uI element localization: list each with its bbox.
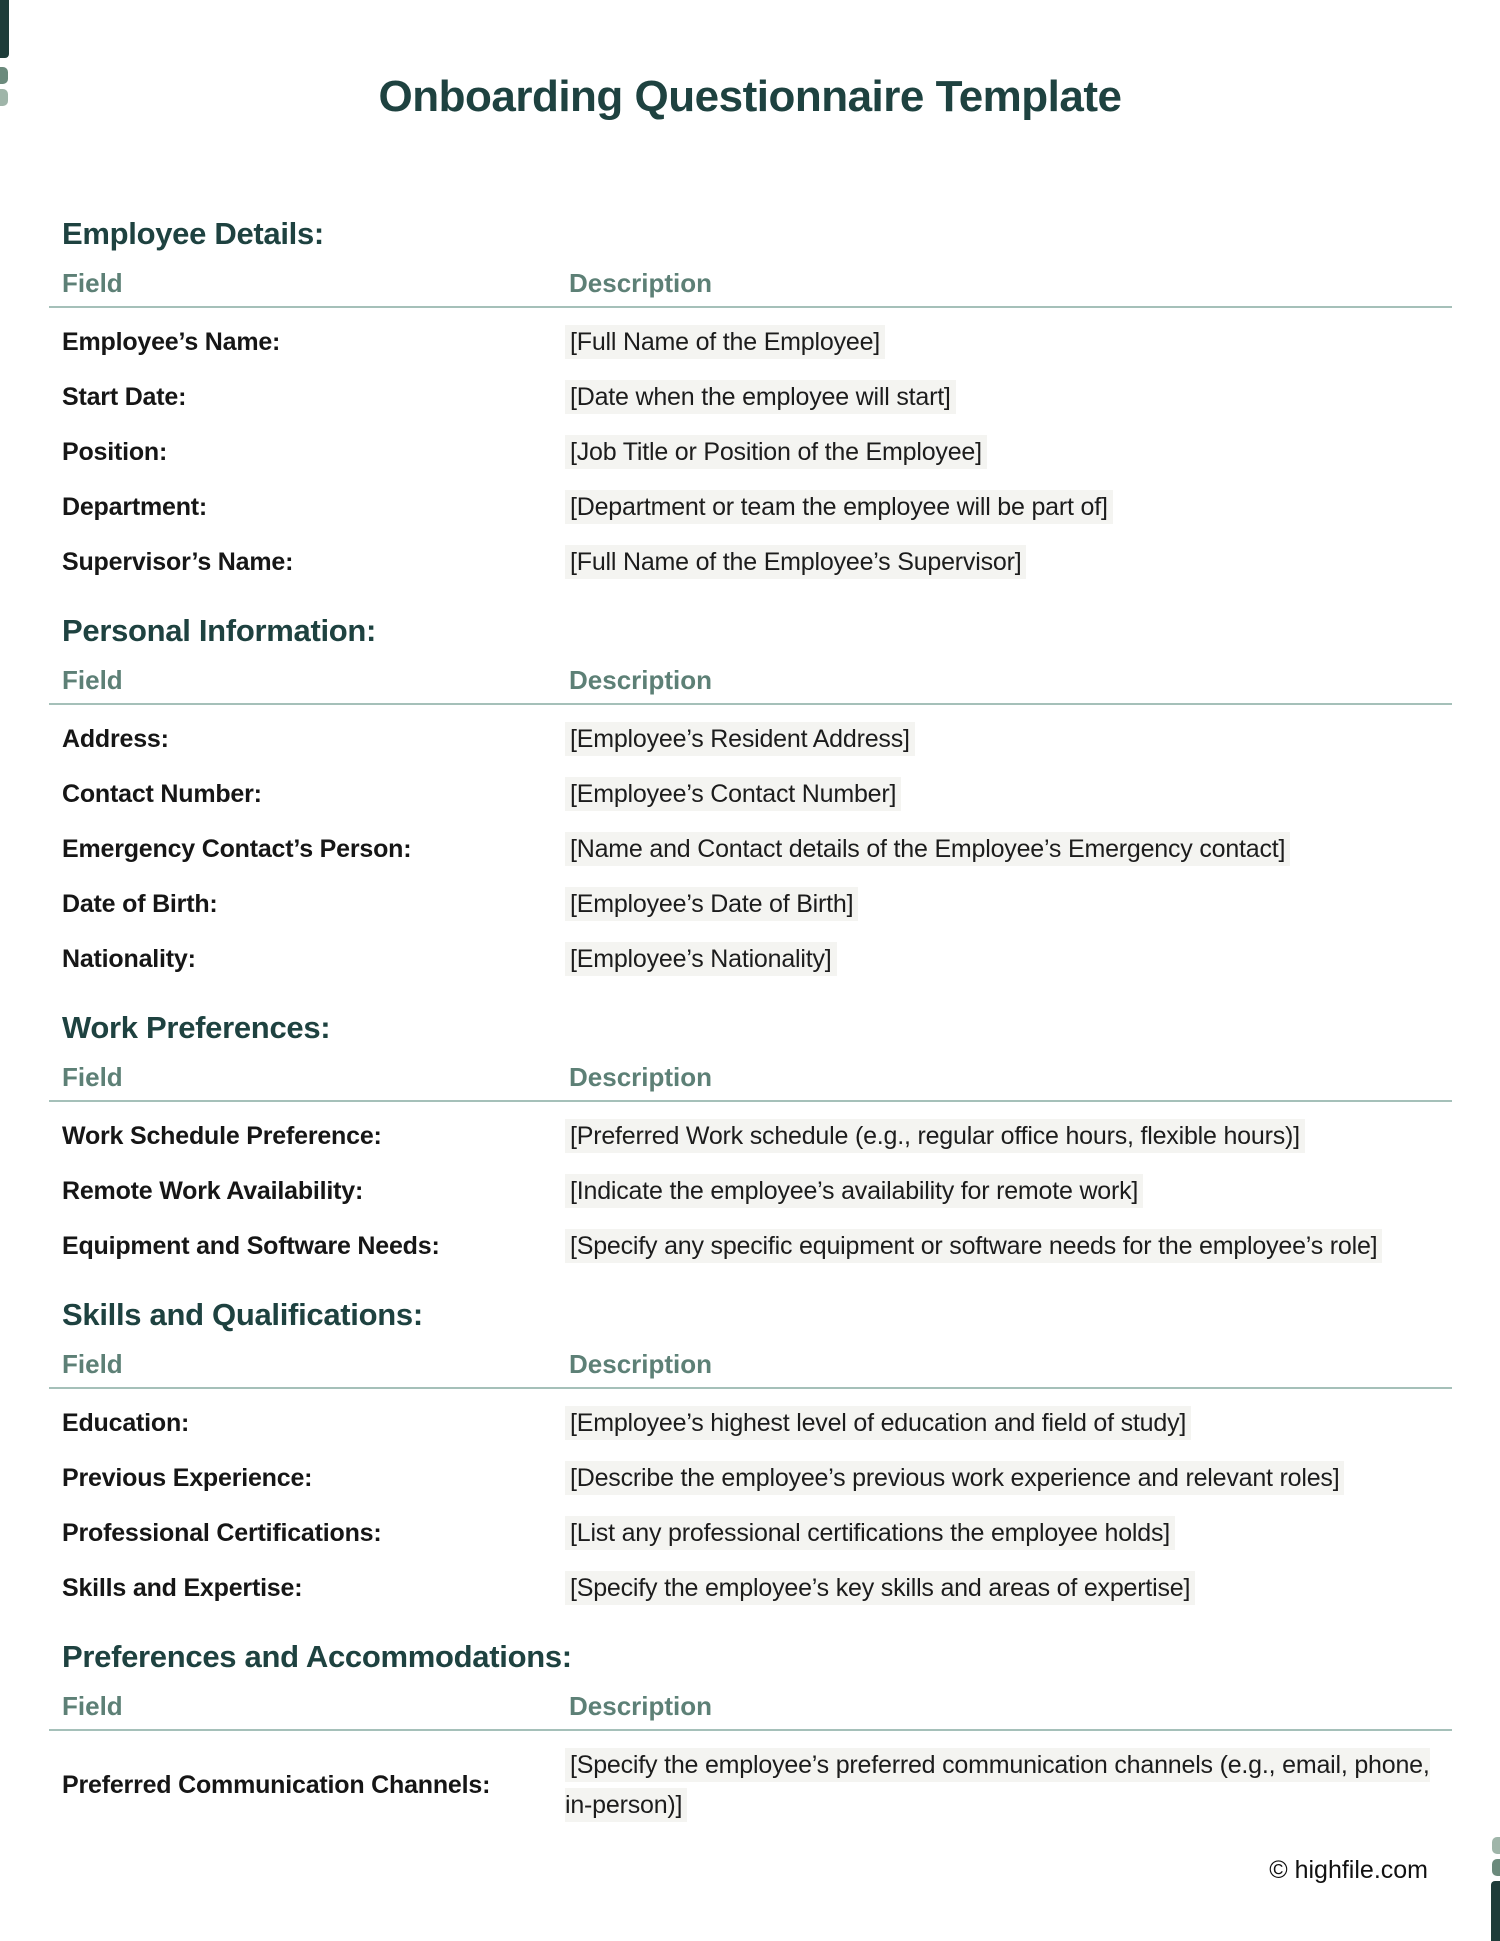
field-description [565, 322, 1452, 362]
field-label: Department: [62, 493, 208, 521]
section-heading: Employee Details: [62, 216, 324, 251]
column-header-description: Description [569, 268, 713, 298]
description-highlight: [Specify the employee’s key skills and areas of expertise] [565, 1571, 1195, 1605]
description-highlight: [Full Name of the Employee] [565, 325, 885, 359]
description-highlight: [Employee’s highest level of education and field of study] [565, 1406, 1191, 1440]
description-highlight: [Specify the employee’s preferred communication channels (e.g., email, phone, in-person)] [565, 1748, 1430, 1822]
section-skills-and-qualifications [49, 1296, 1452, 1608]
column-header-description: Description [569, 1691, 713, 1721]
field-label: Remote Work Availability: [62, 1177, 364, 1205]
description-highlight: [Name and Contact details of the Employee’s Emergency contact] [565, 832, 1290, 866]
field-label: Emergency Contact’s Person: [62, 835, 412, 863]
corner-bar-dark-top-left [0, 0, 9, 58]
section-personal-information [49, 612, 1452, 979]
document-content [49, 215, 1452, 1825]
field-label: Position: [62, 438, 168, 466]
description-highlight: [Specify any specific equipment or software needs for the employee’s role] [565, 1229, 1382, 1263]
page-title: Onboarding Questionnaire Template [378, 72, 1122, 121]
description-highlight: [Employee’s Resident Address] [565, 722, 915, 756]
column-header-field: Field [62, 665, 123, 695]
description-highlight: [Employee’s Contact Number] [565, 777, 901, 811]
table-row [49, 322, 1452, 362]
field-label: Employee’s Name: [62, 328, 281, 356]
description-highlight: [Job Title or Position of the Employee] [565, 435, 987, 469]
corner-bar-dark-bottom-right [1491, 1881, 1500, 1941]
description-highlight: [Department or team the employee will be part of] [565, 490, 1113, 524]
description-highlight: [Full Name of the Employee’s Supervisor] [565, 545, 1026, 579]
table-row [49, 719, 1452, 759]
field-description [565, 487, 1452, 527]
section-heading: Preferences and Accommodations: [62, 1639, 572, 1674]
table-row [49, 1226, 1452, 1266]
section-heading: Personal Information: [62, 613, 377, 648]
field-description [565, 1513, 1452, 1553]
field-label: Work Schedule Preference: [62, 1122, 382, 1150]
column-header-row [49, 1348, 1452, 1380]
field-description [565, 939, 1452, 979]
table-row [49, 1458, 1452, 1498]
field-label: Start Date: [62, 383, 187, 411]
field-description [565, 1745, 1452, 1825]
section-preferences-and-accommodations [49, 1638, 1452, 1825]
column-header-field: Field [62, 1062, 123, 1092]
field-label: Equipment and Software Needs: [62, 1232, 440, 1260]
section-heading: Work Preferences: [62, 1010, 331, 1045]
field-description [565, 377, 1452, 417]
table-row [49, 1403, 1452, 1443]
field-label: Preferred Communication Channels: [62, 1771, 491, 1799]
field-description [565, 829, 1452, 869]
column-header-description: Description [569, 1062, 713, 1092]
field-description [565, 1171, 1452, 1211]
copyright-footer: © highfile.com [1269, 1856, 1428, 1884]
column-header-field: Field [62, 1691, 123, 1721]
field-label: Contact Number: [62, 780, 262, 808]
description-highlight: [List any professional certifications the employee holds] [565, 1516, 1175, 1550]
field-description [565, 1403, 1452, 1443]
header-divider [49, 306, 1452, 308]
table-row [49, 542, 1452, 582]
field-label: Professional Certifications: [62, 1519, 382, 1547]
header-divider [49, 703, 1452, 705]
column-header-row [49, 267, 1452, 299]
column-header-field: Field [62, 268, 123, 298]
table-row [49, 432, 1452, 472]
field-label: Date of Birth: [62, 890, 218, 918]
description-highlight: [Employee’s Date of Birth] [565, 887, 858, 921]
column-header-field: Field [62, 1349, 123, 1379]
description-highlight: [Employee’s Nationality] [565, 942, 837, 976]
column-header-row [49, 1061, 1452, 1093]
table-row [49, 884, 1452, 924]
table-row [49, 377, 1452, 417]
table-row [49, 829, 1452, 869]
table-row [49, 1568, 1452, 1608]
table-row [49, 1513, 1452, 1553]
header-divider [49, 1100, 1452, 1102]
field-description [565, 719, 1452, 759]
table-row [49, 1745, 1452, 1825]
section-employee-details [49, 215, 1452, 582]
field-label: Nationality: [62, 945, 196, 973]
field-description [565, 1458, 1452, 1498]
table-row [49, 1171, 1452, 1211]
field-description [565, 432, 1452, 472]
section-work-preferences [49, 1009, 1452, 1266]
description-highlight: [Preferred Work schedule (e.g., regular office hours, flexible hours)] [565, 1119, 1305, 1153]
column-header-description: Description [569, 665, 713, 695]
column-header-row [49, 1690, 1452, 1722]
section-heading: Skills and Qualifications: [62, 1297, 423, 1332]
field-label: Supervisor’s Name: [62, 548, 294, 576]
table-row [49, 939, 1452, 979]
corner-square-light-top-left [0, 89, 8, 106]
corner-square-medium-top-left [0, 67, 8, 84]
field-description [565, 1568, 1452, 1608]
header-divider [49, 1729, 1452, 1731]
field-description [565, 542, 1452, 582]
field-label: Address: [62, 725, 169, 753]
table-row [49, 487, 1452, 527]
column-header-description: Description [569, 1349, 713, 1379]
corner-square-medium-bottom-right [1492, 1859, 1500, 1876]
description-highlight: [Indicate the employee’s availability for remote work] [565, 1174, 1143, 1208]
field-label: Previous Experience: [62, 1464, 313, 1492]
field-label: Skills and Expertise: [62, 1574, 303, 1602]
corner-square-light-bottom-right [1492, 1837, 1500, 1854]
field-label: Education: [62, 1409, 190, 1437]
column-header-row [49, 664, 1452, 696]
table-row [49, 1116, 1452, 1156]
field-description [565, 1116, 1452, 1156]
table-row [49, 774, 1452, 814]
header-divider [49, 1387, 1452, 1389]
field-description [565, 1226, 1452, 1266]
field-description [565, 774, 1452, 814]
description-highlight: [Describe the employee’s previous work experience and relevant roles] [565, 1461, 1344, 1495]
field-description [565, 884, 1452, 924]
description-highlight: [Date when the employee will start] [565, 380, 956, 414]
